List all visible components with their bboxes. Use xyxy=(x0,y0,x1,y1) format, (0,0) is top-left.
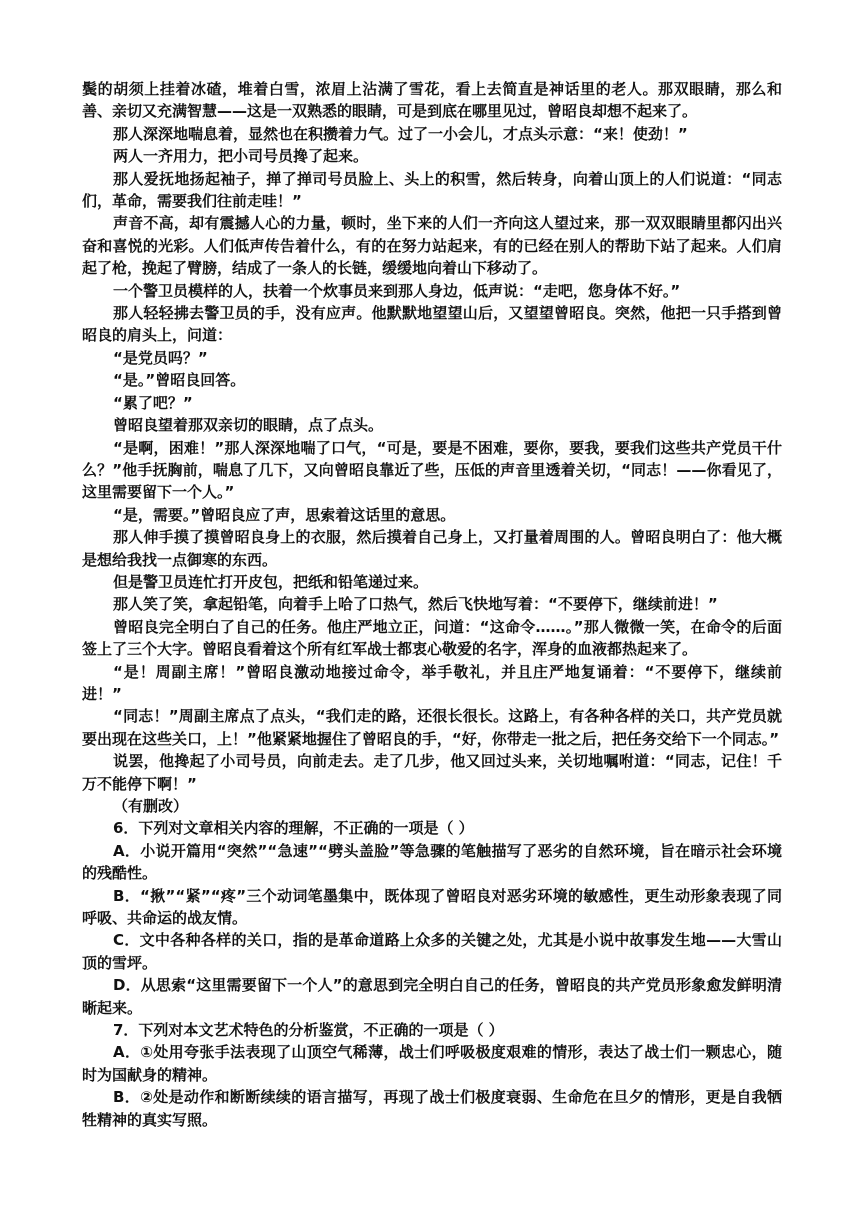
paragraph: “是！周副主席！”曾昭良激动地接过命令，举手敬礼，并且庄严地复诵着：“不要停下，继续前进！” xyxy=(82,662,782,703)
paragraph: A．小说开篇用“突然”“急速”“劈头盖脸”等急骤的笔触描写了恶劣的自然环境，旨在暗示社会环境的残酷性。 xyxy=(82,841,782,883)
paragraph: 曾昭良完全明白了自己的任务。他庄严地立正，问道：“这命令……。”那人微微一笑，在命令的后面签上了三个大字。曾昭良看着这个所有红军战士都衷心敬爱的名字，浑身的血液都热起来了。 xyxy=(82,617,782,659)
paragraph: 一个警卫员模样的人，扶着一个炊事员来到那人身边，低声说：“走吧，您身体不好。” xyxy=(113,281,681,300)
paragraph: “累了吧？” xyxy=(113,393,193,412)
paragraph: “同志！”周副主席点了点头，“我们走的路，还很长很长。这路上，有各种各样的关口，共产党员就要出现在这些关口，上！”他紧紧地握住了曾昭良的手，“好，你带走一批之后，把任务交给下一个同志。” xyxy=(82,707,782,748)
paragraph: 鬓的胡须上挂着冰碴，堆着白雪，浓眉上沾满了雪花，看上去简直是神话里的老人。那双眼睛，那么和善、亲切又充满智慧——这是一双熟悉的眼睛，可是到底在哪里见过，曾昭良却想不起来了。 xyxy=(82,80,782,121)
paragraph: 说罢，他搀起了小司号员，向前走去。走了几步，他又回过头来，关切地嘱咐道：“同志，记住！千万不能停下啊！” xyxy=(82,752,782,793)
paragraph: “是，需要。”曾昭良应了声，思索着这话里的意思。 xyxy=(113,505,456,524)
paragraph: A．①处用夸张手法表现了山顶空气稀薄，战士们呼吸极度艰难的情形，表达了战士们一颗忠心，随时为国献身的精神。 xyxy=(82,1043,782,1084)
paragraph: B．②处是动作和断断续续的语言描写，再现了战士们极度衰弱、生命危在旦夕的情形，更是自我牺牲精神的真实写照。 xyxy=(82,1088,782,1129)
paragraph: 两人一齐用力，把小司号员搀了起来。 xyxy=(113,147,369,166)
paragraph: 7．下列对本文艺术特色的分析鉴赏，不正确的一项是（ ） xyxy=(113,1021,504,1040)
paragraph: 那人爱抚地扬起袖子，掸了掸司号员脸上、头上的积雪，然后转身，向着山顶上的人们说道：“同志们，革命，需要我们往前走哇！” xyxy=(82,169,782,211)
paragraph: “是啊，困难！”那人深深地喘了口气，“可是，要是不困难，要你，要我，要我们这些共产党员干什么？”他手抚胸前，喘息了几下，又向曾昭良靠近了些，压低的声音里透着关切，“同志！——你看见了，这里需要留下一个人。” xyxy=(82,438,782,502)
paragraph: C．文中各种各样的关口，指的是革命道路上众多的关键之处，尤其是小说中故事发生地——大雪山顶的雪坪。 xyxy=(82,931,782,972)
paragraph: “是。”曾昭良回答。 xyxy=(113,371,246,390)
document-page xyxy=(82,78,782,1131)
paragraph: D．从思索“这里需要留下一个人”的意思到完全明白自己的任务，曾昭良的共产党员形象愈发鲜明清晰起来。 xyxy=(82,976,782,1017)
paragraph: 曾昭良望着那双亲切的眼睛，点了点头。 xyxy=(113,416,384,435)
paragraph: 那人笑了笑，拿起铅笔，向着手上哈了口热气，然后飞快地写着：“不要停下，继续前进！” xyxy=(113,595,718,614)
paragraph: 但是警卫员连忙打开皮包，把纸和铅笔递过来。 xyxy=(113,572,429,591)
paragraph: 声音不高，却有震撼人心的力量，顿时，坐下来的人们一齐向这人望过来，那一双双眼睛里都闪出兴奋和喜悦的光彩。人们低声传告着什么，有的在努力站起来，有的已经在别人的帮助下站了起来。人们肩起了枪，挽起了臂膀，结成了一条人的长链，缓缓地向着山下移动了。 xyxy=(82,214,782,278)
paragraph: 那人伸手摸了摸曾昭良身上的衣服，然后摸着自己身上，又打量着周围的人。曾昭良明白了：他大概是想给我找一点御寒的东西。 xyxy=(82,528,782,569)
paragraph: B．“揪”“紧”“疼”三个动词笔墨集中，既体现了曾昭良对恶劣环境的敏感性，更生动形象表现了同呼吸、共命运的战友情。 xyxy=(82,886,782,928)
paragraph: 那人轻轻拂去警卫员的手，没有应声。他默默地望望山后，又望望曾昭良。突然，他把一只手搭到曾昭良的肩头上，问道： xyxy=(82,304,782,345)
paragraph: “是党员吗？” xyxy=(113,348,208,367)
paragraph: 那人深深地喘息着，显然也在积攒着力气。过了一小会儿，才点头示意：“来！使劲！” xyxy=(113,124,688,143)
paragraph: 6．下列对文章相关内容的理解，不正确的一项是（ ） xyxy=(113,819,474,838)
paragraph: （有删改） xyxy=(113,797,189,815)
